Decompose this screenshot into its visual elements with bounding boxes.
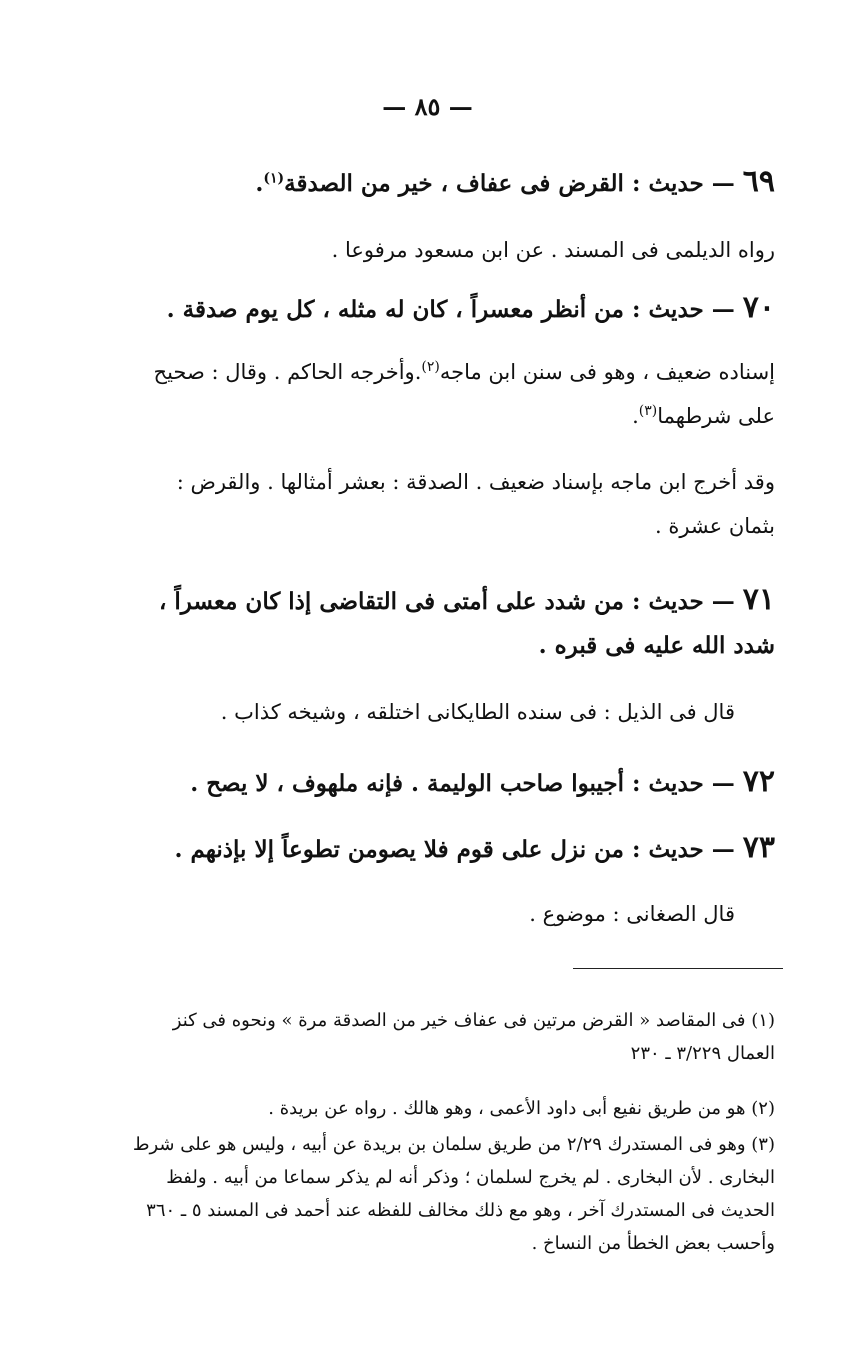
- commentary-70b: وقد أخرج ابن ماجه بإسناد ضعيف . الصدقة : بعشر أمثالها . والقرض : بثمان عشرة .: [176, 470, 775, 538]
- page-number: — ٨٥ —: [382, 92, 473, 121]
- commentary-73: قال الصغانى : موضوع .: [529, 902, 735, 926]
- footnote-ref: (٣): [638, 403, 658, 419]
- commentary-69: رواه الديلمى فى المسند . عن ابن مسعود مرفوعا .: [331, 238, 775, 262]
- commentary-text: .وأخرجه الحاكم . وقال : صحيح على شرطهما: [153, 360, 775, 428]
- footnote-3: (٣) وهو فى المستدرك ٢/٢٩ من طريق سلمان بن بريدة عن أبيه ، وليس هو على شرط البخارى . لأن البخارى . لم يخرج لسلمان ؛ وذكر أنه لم يذكر سماعا من أبيه . ولفظ الحديث فى المستدرك آخر ، وهو مع ذلك مخالف للفظه عند أحمد فى المسند ٥ ـ ٣٦٠ وأحسب بعض الخطأ من النساخ .: [132, 1134, 775, 1254]
- hadith-number: ٧٢: [742, 764, 775, 799]
- commentary-70: [125, 350, 775, 438]
- commentary-tail: .: [632, 404, 639, 428]
- footnote-1: (١) فى المقاصد « القرض مرتين فى عفاف خير من الصدقة مرة » ونحوه فى كنز العمال ٣/٢٢٩ ـ ٢٣٠: [172, 1010, 775, 1064]
- hadith-number: ٧١: [742, 582, 775, 617]
- footnote-2: (٢) هو من طريق نفيع أبى داود الأعمى ، وهو هالك . رواه عن بريدة .: [268, 1098, 775, 1119]
- hadith-70: ٧٠ — حديث : من أنظر معسراً ، كان له مثله ، كل يوم صدقة .: [166, 290, 775, 325]
- footnote-ref: (٢): [421, 359, 440, 375]
- commentary-text: إسناده ضعيف ، وهو فى سنن ابن ماجه: [439, 360, 775, 384]
- hadith-69: ٦٩ — حديث : القرض فى عفاف ، خير من الصدقة$^{(١)}$.: [255, 164, 775, 199]
- hadith-number: ٦٩: [742, 164, 775, 199]
- hadith-text: من أنظر معسراً ، كان له مثله ، كل يوم صدقة .: [166, 296, 624, 323]
- commentary-71: قال فى الذيل : فى سنده الطايكانى اختلقه ، وشيخه كذاب .: [220, 700, 735, 724]
- hadith-text: أجيبوا صاحب الوليمة . فإنه ملهوف ، لا يصح .: [190, 770, 624, 797]
- hadith-label: حديث: [648, 296, 704, 323]
- hadith-72: ٧٢ — حديث : أجيبوا صاحب الوليمة . فإنه ملهوف ، لا يصح .: [190, 764, 775, 799]
- hadith-71: ٧١ — حديث : من شدد على أمتى فى التقاضى إذا كان معسراً ، شدد الله عليه فى قبره .: [158, 582, 775, 659]
- hadith-73: ٧٣ — حديث : من نزل على قوم فلا يصومن تطوعاً إلا بإذنهم .: [174, 830, 775, 865]
- hadith-text: من نزل على قوم فلا يصومن تطوعاً إلا بإذنهم .: [174, 836, 624, 863]
- hadith-text: من شدد على أمتى فى التقاضى إذا كان معسراً ، شدد الله عليه فى قبره .: [158, 588, 775, 659]
- hadith-number: ٧٣: [742, 830, 775, 865]
- hadith-label: حديث: [648, 588, 704, 615]
- hadith-label: حديث: [648, 770, 704, 797]
- hadith-label: حديث: [648, 836, 704, 863]
- hadith-number: ٧٠: [742, 290, 775, 325]
- footnote-ref: (١): [263, 170, 285, 187]
- footnote-separator: [573, 968, 783, 969]
- hadith-label: حديث: [648, 170, 704, 197]
- hadith-text: القرض فى عفاف ، خير من الصدقة: [284, 170, 624, 197]
- hadith-tail: .: [255, 170, 264, 197]
